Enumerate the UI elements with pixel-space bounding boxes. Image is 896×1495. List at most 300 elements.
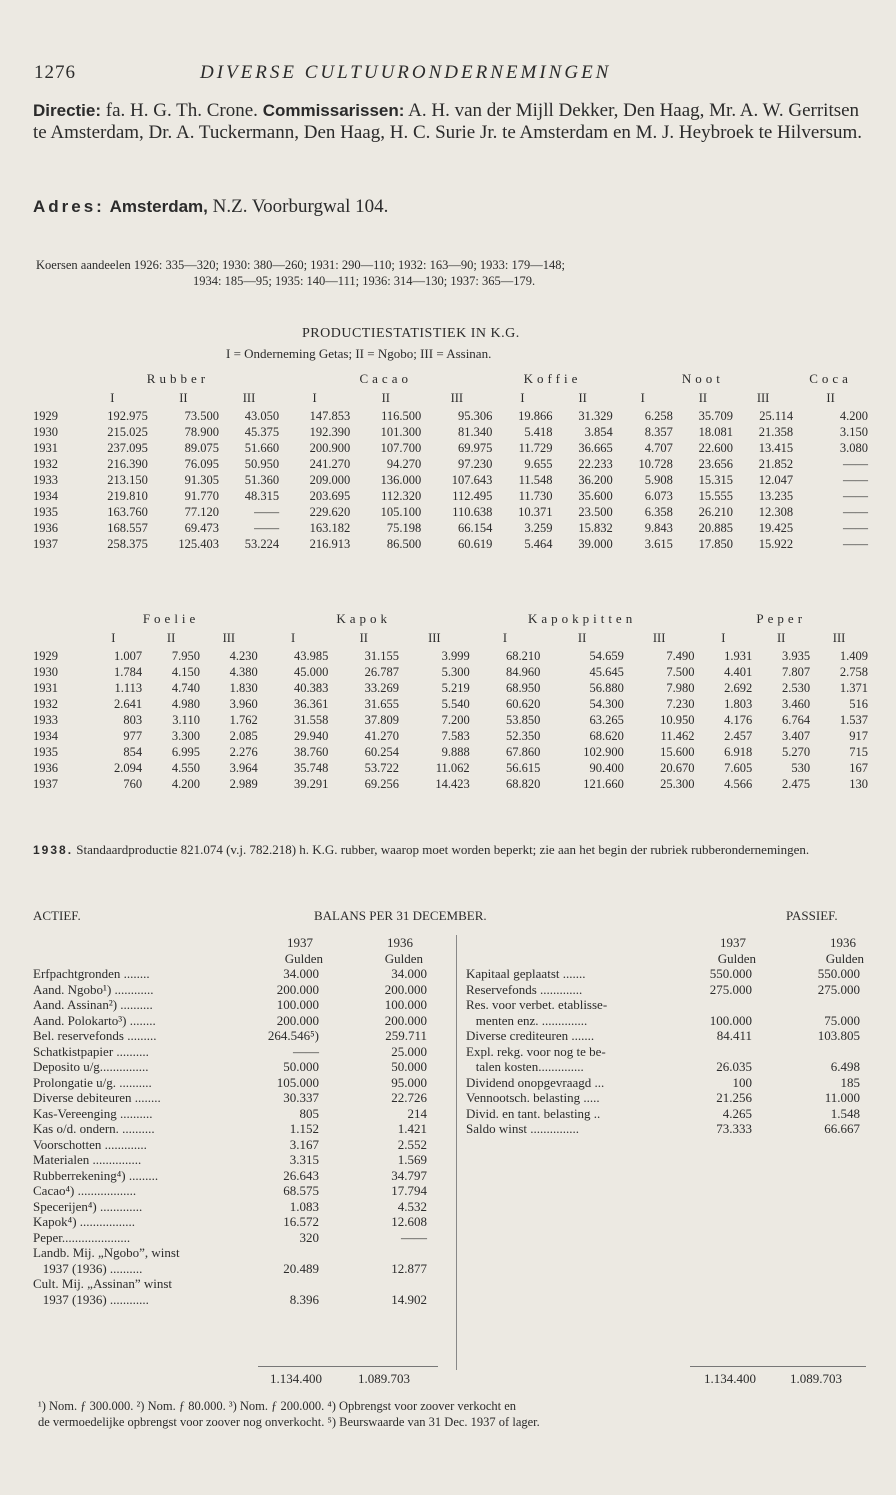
table-cell: 2.085 [229, 729, 258, 743]
actief-table [33, 935, 433, 1307]
commissarissen-label: Commissarissen: [262, 101, 405, 120]
table-cell: 3.407 [781, 729, 811, 743]
table-cell: 39.000 [578, 537, 613, 551]
table-cell: 125.403 [178, 537, 219, 551]
table-cell: 3.110 [172, 713, 200, 727]
table-cell: 91.305 [184, 473, 219, 487]
table-cell: 10.950 [660, 713, 695, 727]
balance-value-1936: 200.000 [384, 1012, 427, 1028]
table-cell: 147.853 [309, 409, 351, 423]
balance-label: Deposito u/g............... [33, 1059, 149, 1074]
balance-value-1936: 75.000 [824, 1012, 860, 1028]
table-cell: —— [843, 489, 868, 503]
table-cell: 854 [123, 745, 143, 759]
table-cell: 5.219 [441, 681, 470, 695]
table-cell: 4.707 [644, 441, 673, 455]
prod1-col-9: II [698, 391, 708, 405]
table-cell: 2.989 [229, 777, 258, 791]
table-cell: 15.315 [698, 473, 733, 487]
balance-row [466, 1044, 866, 1060]
table-cell: 7.230 [666, 697, 695, 711]
table-row [33, 520, 868, 536]
table-cell: 530 [791, 761, 811, 775]
balance-value-1937: 20.489 [283, 1260, 319, 1276]
balance-value-1937: 805 [299, 1105, 319, 1121]
table-cell: 12.308 [758, 505, 794, 519]
passief-table [466, 935, 866, 1137]
prod1-col-11: II [826, 391, 835, 405]
table-cell: 167 [849, 761, 868, 775]
table-row [33, 536, 868, 552]
table-cell: —— [843, 537, 868, 551]
table-cell: 56.880 [589, 681, 624, 695]
passief-label: PASSIEF. [786, 908, 838, 923]
table-cell: 22.233 [578, 457, 613, 471]
balance-value-1937: 16.572 [283, 1214, 319, 1229]
table-cell: 31.155 [364, 649, 400, 663]
table-cell: 6.918 [724, 745, 753, 759]
table-cell: 35.748 [294, 761, 329, 775]
prod1-col-2: III [242, 391, 256, 405]
balance-value-1936: 1.548 [830, 1105, 860, 1121]
koersen-line-1: Koersen aandeelen 1926: 335—320; 1930: 380—260; 1931: 290—110; 1932: 163—90; 1933: 179—148; [36, 258, 566, 272]
table-cell: 13.235 [758, 489, 794, 503]
table-cell: 917 [849, 729, 868, 743]
table-cell: 81.340 [458, 425, 493, 439]
balance-value-1937: 320 [299, 1229, 319, 1245]
balance-value-1937: 1.152 [289, 1121, 319, 1136]
table-cell: 14.423 [435, 777, 470, 791]
table-cell: 3.960 [229, 697, 258, 711]
prod2-group-row [33, 610, 868, 628]
prod2-col-6: I [502, 631, 508, 645]
passief-unit-1: Gulden [717, 950, 756, 966]
table-cell: 60.620 [505, 697, 541, 711]
prod2-col-3: I [291, 631, 296, 645]
balance-row [33, 1261, 433, 1277]
table-cell: 258.375 [107, 537, 148, 551]
prod1-col-8: I [640, 391, 645, 405]
table-cell: 11.062 [435, 761, 470, 775]
table-row [33, 456, 868, 472]
balance-row [33, 997, 433, 1013]
prod2-col-9: I [721, 631, 726, 645]
table-cell: 2.475 [781, 777, 811, 791]
table-cell: 73.500 [184, 409, 219, 423]
balance-label: talen kosten.............. [466, 1059, 584, 1074]
table-cell: 68.950 [505, 681, 541, 695]
row-year: 1932 [33, 457, 58, 471]
balance-value-1936: 95.000 [391, 1074, 427, 1090]
balance-value-1936: 6.498 [830, 1059, 860, 1074]
table-cell: 54.300 [589, 697, 624, 711]
table-cell: 39.291 [294, 777, 329, 791]
row-year: 1930 [33, 425, 58, 439]
table-cell: 7.980 [666, 681, 695, 695]
balance-value-1937: 200.000 [276, 981, 319, 997]
balance-value-1936: 185 [840, 1074, 860, 1090]
balance-value-1936: 66.667 [824, 1121, 860, 1136]
page-number: 1276 [34, 62, 76, 83]
balance-value-1937: 84.411 [716, 1028, 752, 1043]
prod2-col-0: I [111, 631, 116, 645]
table-cell: —— [843, 473, 868, 487]
table-cell: 37.809 [364, 713, 400, 727]
table-cell: 6.258 [644, 409, 673, 423]
balance-row [33, 1044, 433, 1060]
table-cell: 60.619 [458, 537, 493, 551]
table-cell: 1.007 [114, 649, 143, 663]
table-cell: 1.931 [724, 649, 753, 663]
table-cell: 23.500 [578, 505, 613, 519]
directie-label: Directie: [33, 101, 102, 120]
balance-row [466, 982, 866, 998]
table-cell: 5.418 [524, 425, 553, 439]
prod1-col-5: III [450, 391, 464, 405]
table-cell: 53.722 [364, 761, 400, 775]
table-cell: 91.770 [184, 489, 219, 503]
balance-label: Aand. Ngobo¹) ............ [33, 981, 154, 997]
prod1-group-1: Cacao [359, 371, 412, 386]
table-cell: 10.371 [518, 505, 553, 519]
table-row [33, 744, 868, 760]
row-year: 1935 [33, 505, 58, 519]
balance-label: Kas o/d. ondern. .......... [33, 1121, 155, 1136]
passief-total-rule [690, 1366, 866, 1367]
table-cell: 2.457 [724, 729, 753, 743]
prod2-grid [33, 610, 868, 792]
table-cell: 1.784 [114, 665, 143, 679]
table-cell: —— [254, 505, 280, 519]
actief-year-2: 1936 [387, 935, 413, 950]
table-cell: 11.730 [518, 489, 553, 503]
balance-label: Bel. reservefonds ......... [33, 1028, 157, 1043]
table-cell: 12.047 [758, 473, 794, 487]
balance-value-1937: 3.167 [289, 1136, 319, 1152]
table-row [33, 424, 868, 440]
koersen-line-2: 1934: 185—95; 1935: 140—111; 1936: 314—130; 1937: 365—179. [193, 274, 536, 288]
balance-label: Aand. Polokarto³) ........ [33, 1012, 156, 1028]
balance-label: Expl. rekg. voor nog te be- [466, 1043, 606, 1059]
balance-value-1937: 100 [732, 1074, 752, 1090]
table-cell: 192.975 [107, 409, 148, 423]
prod1-col-6: I [520, 391, 525, 405]
table-cell: 53.850 [505, 713, 541, 727]
table-cell: 4.200 [171, 777, 200, 791]
balance-value-1936: 2.552 [397, 1136, 427, 1152]
table-cell: 7.605 [724, 761, 753, 775]
balance-value-1936 [766, 997, 866, 1013]
table-cell: 11.462 [660, 729, 695, 743]
table-cell: 43.050 [244, 409, 280, 423]
table-cell: 26.210 [698, 505, 733, 519]
table-cell: 237.095 [107, 441, 148, 455]
balance-row [33, 1152, 433, 1168]
table-cell: 2.094 [114, 761, 143, 775]
table-cell: 9.843 [644, 521, 673, 535]
balance-value-1936: 275.000 [817, 981, 860, 997]
balance-value-1936: 34.797 [391, 1167, 427, 1183]
table-cell: 219.810 [107, 489, 148, 503]
table-cell: 69.975 [458, 441, 493, 455]
table-row [33, 648, 868, 664]
table-cell: 43.985 [294, 649, 329, 663]
table-cell: 5.270 [781, 745, 811, 759]
table-cell: 36.361 [294, 697, 329, 711]
table-cell: 7.490 [666, 649, 695, 663]
actief-unit-1: Gulden [284, 950, 323, 966]
table-cell: 31.655 [364, 697, 400, 711]
table-cell: 3.854 [584, 425, 613, 439]
balance-value-1936: 22.726 [391, 1090, 427, 1105]
table-cell: 7.500 [666, 665, 695, 679]
prod1-group-0: Rubber [146, 371, 210, 386]
table-cell: 25.114 [759, 409, 794, 423]
balance-label: Diverse crediteuren ....... [466, 1028, 595, 1043]
table-cell: 45.000 [294, 665, 329, 679]
balance-value-1937: 1.083 [289, 1198, 319, 1214]
table-cell: 5.464 [524, 537, 553, 551]
footnote-line-1: ¹) Nom. ƒ 300.000. ²) Nom. ƒ 80.000. ³) Nom. ƒ 200.000. ⁴) Opbrengst voor zoover verkocht en [38, 1399, 517, 1413]
balance-row [33, 1121, 433, 1137]
table-cell: 241.270 [309, 457, 351, 471]
table-cell: 102.900 [583, 745, 624, 759]
production-table-2 [33, 610, 868, 792]
table-cell: 4.401 [724, 665, 753, 679]
table-cell: 51.360 [244, 473, 280, 487]
table-cell: 52.350 [505, 729, 541, 743]
balance-value-1937: 275.000 [709, 981, 752, 997]
balance-row [33, 1168, 433, 1184]
balance-value-1937: 26.643 [283, 1167, 319, 1183]
table-cell: 2.692 [724, 681, 753, 695]
prod1-col-3: I [312, 391, 317, 405]
table-row [33, 488, 868, 504]
table-cell: 19.425 [758, 521, 794, 535]
note-year: 1938. [33, 843, 74, 857]
balance-value-1937: 100.000 [276, 997, 319, 1012]
balance-label: Kapitaal geplaatst ....... [466, 966, 586, 981]
prod1-group-3: Noot [681, 371, 724, 386]
balance-value-1936: 11.000 [824, 1090, 860, 1105]
table-cell: 4.176 [724, 713, 753, 727]
table-cell: 89.075 [184, 441, 219, 455]
prod1-group-2: Koffie [523, 371, 582, 386]
table-row [33, 776, 868, 792]
prod1-grid [33, 370, 868, 552]
balance-label: Divid. en tant. belasting .. [466, 1105, 601, 1121]
table-cell: 90.400 [589, 761, 624, 775]
balance-value-1937: —— [293, 1043, 319, 1059]
balance-value-1937: 21.256 [716, 1090, 752, 1105]
prod1-col-10: III [756, 391, 770, 405]
footnote-line-2: de vermoedelijke opbrengst voor zoover nog onverkocht. ⁵) Beurswaarde van 31 Dec. 1937 of lager. [38, 1415, 540, 1429]
table-cell: 56.615 [505, 761, 541, 775]
table-cell: 77.120 [184, 505, 219, 519]
balance-value-1937: 26.035 [716, 1059, 752, 1074]
table-cell: 803 [123, 713, 143, 727]
table-cell: 45.375 [244, 425, 280, 439]
table-row [33, 664, 868, 680]
commissarissen-text: A. H. van der Mijll Dekker, Den Haag, Mr. A. W. Gerritsen te Amsterdam, Dr. A. Tuckermann, Den Haag, H. C. Surie Jr. te Amsterdam en M. J. Heybroek te Hilversum. [33, 100, 863, 143]
balance-row [466, 1075, 866, 1091]
table-row [33, 712, 868, 728]
table-cell: 40.383 [294, 681, 329, 695]
row-year: 1930 [33, 665, 58, 679]
table-cell: 35.600 [578, 489, 613, 503]
balance-value-1936: 200.000 [384, 981, 427, 997]
table-row [33, 440, 868, 456]
table-cell: 22.600 [698, 441, 733, 455]
table-cell: 67.860 [505, 745, 541, 759]
table-cell: 3.935 [781, 649, 811, 663]
balance-label: Cacao⁴) .................. [33, 1183, 137, 1198]
table-cell: 15.555 [698, 489, 733, 503]
note-text: Standaardproductie 821.074 (v.j. 782.218) h. K.G. rubber, waarop moet worden beperkt; zie aan het begin der rubriek rubberondernemingen. [76, 842, 810, 857]
balance-value-1937: 264.546⁵) [267, 1028, 319, 1043]
table-cell: 216.913 [309, 537, 351, 551]
table-cell: 4.200 [839, 409, 868, 423]
prod2-group-3: Peper [756, 611, 807, 626]
balance-row [33, 1214, 433, 1230]
balance-label: Res. voor verbet. etablisse- [466, 997, 608, 1012]
adres-label: Adres: [33, 197, 105, 216]
table-cell: 11.548 [518, 473, 553, 487]
page-title: DIVERSE CULTUURONDERNEMINGEN [200, 62, 612, 83]
table-cell: 1.113 [114, 681, 143, 695]
row-year: 1929 [33, 649, 58, 663]
balance-label: Landb. Mij. „Ngobo”, winst [33, 1245, 180, 1260]
table-cell: 15.832 [578, 521, 613, 535]
balance-label: Vennootsch. belasting ..... [466, 1090, 600, 1105]
table-cell: 4.550 [171, 761, 200, 775]
balance-value-1936: 4.532 [397, 1198, 427, 1214]
row-year: 1933 [33, 473, 58, 487]
table-cell: 101.300 [380, 425, 422, 439]
balance-row [33, 1028, 433, 1044]
balance-row [466, 966, 866, 982]
table-cell: 8.357 [644, 425, 673, 439]
balance-row [466, 1090, 866, 1106]
table-cell: 715 [849, 745, 868, 759]
table-cell: 6.995 [171, 745, 200, 759]
table-cell: 94.270 [386, 457, 422, 471]
table-cell: 86.500 [386, 537, 422, 551]
balance-value-1936: 25.000 [391, 1043, 427, 1059]
balance-row [33, 966, 433, 982]
table-cell: 53.224 [244, 537, 280, 551]
table-cell: 2.641 [114, 697, 143, 711]
adres-city: Amsterdam, [109, 197, 208, 216]
table-cell: 21.358 [758, 425, 794, 439]
table-cell: 2.758 [839, 665, 868, 679]
table-cell: 21.852 [758, 457, 794, 471]
prod2-col-10: II [777, 631, 786, 645]
balance-label: Aand. Assinan²) .......... [33, 997, 153, 1012]
table-cell: 4.980 [171, 697, 200, 711]
table-cell: 15.922 [758, 537, 794, 551]
passief-side [466, 935, 866, 1137]
table-cell: 15.600 [660, 745, 695, 759]
row-year: 1934 [33, 729, 58, 743]
table-cell: 3.615 [644, 537, 673, 551]
table-cell: 5.540 [441, 697, 470, 711]
table-cell: 13.415 [758, 441, 794, 455]
balance-value-1936: 1.421 [397, 1121, 427, 1136]
table-cell: 130 [849, 777, 868, 791]
table-cell: 7.583 [441, 729, 470, 743]
table-cell: 68.620 [589, 729, 624, 743]
table-cell: 4.740 [171, 681, 200, 695]
table-cell: 136.000 [380, 473, 422, 487]
table-cell: 7.807 [781, 665, 811, 679]
table-cell: 516 [849, 697, 868, 711]
prod2-group-1: Kapok [336, 611, 392, 626]
prod2-group-0: Foelie [142, 611, 200, 626]
table-cell: 200.900 [309, 441, 351, 455]
balance-value-1936: 34.000 [391, 966, 427, 981]
table-cell: 107.700 [380, 441, 422, 455]
actief-year-1: 1937 [287, 935, 313, 950]
prod1-col-4: II [381, 391, 390, 405]
balance-value-1937: 105.000 [276, 1074, 319, 1090]
table-cell: 7.950 [171, 649, 200, 663]
table-cell: 66.154 [458, 521, 493, 535]
balance-label: Rubberrekening⁴) ......... [33, 1167, 159, 1183]
table-cell: 63.265 [589, 713, 624, 727]
table-cell: 1.371 [839, 681, 868, 695]
passief-total-1937: 1.134.400 [704, 1371, 756, 1386]
table-cell: 215.025 [107, 425, 148, 439]
table-cell: 26.787 [364, 665, 400, 679]
balance-value-1936: —— [401, 1229, 427, 1245]
balance-value-1936: 100.000 [384, 997, 427, 1012]
table-cell: 6.073 [644, 489, 673, 503]
balance-value-1936: 12.877 [391, 1260, 427, 1276]
balance-value-1937 [233, 1245, 333, 1261]
table-cell: 20.670 [660, 761, 695, 775]
prod1-col-1: II [179, 391, 188, 405]
balance-label: 1937 (1936) ............ [33, 1291, 149, 1307]
row-year: 1935 [33, 745, 58, 759]
table-cell: 110.638 [452, 505, 493, 519]
balance-label: Reservefonds ............. [466, 981, 583, 997]
balance-row [466, 997, 866, 1013]
balance-label: Kapok⁴) ................. [33, 1214, 136, 1229]
table-cell: 4.230 [229, 649, 258, 663]
actief-total-rule [258, 1366, 438, 1367]
passief-total-1936: 1.089.703 [790, 1371, 842, 1386]
balance-value-1937: 4.265 [722, 1105, 752, 1121]
table-cell: 31.329 [578, 409, 613, 423]
table-cell: 48.315 [244, 489, 280, 503]
table-cell: 20.885 [698, 521, 733, 535]
balance-label: Materialen ............... [33, 1152, 142, 1167]
prod2-col-7: II [577, 631, 587, 645]
balance-value-1936: 14.902 [391, 1291, 427, 1307]
table-cell: 116.500 [381, 409, 422, 423]
balance-value-1936 [333, 1245, 433, 1261]
balance-row [33, 1137, 433, 1153]
table-row [33, 728, 868, 744]
prod2-col-row [33, 628, 868, 648]
table-cell: 112.320 [381, 489, 422, 503]
row-year: 1937 [33, 777, 58, 791]
table-cell: 5.908 [644, 473, 673, 487]
passief-unit-2: Gulden [825, 950, 864, 966]
balance-row [33, 1075, 433, 1091]
balance-row [33, 1106, 433, 1122]
